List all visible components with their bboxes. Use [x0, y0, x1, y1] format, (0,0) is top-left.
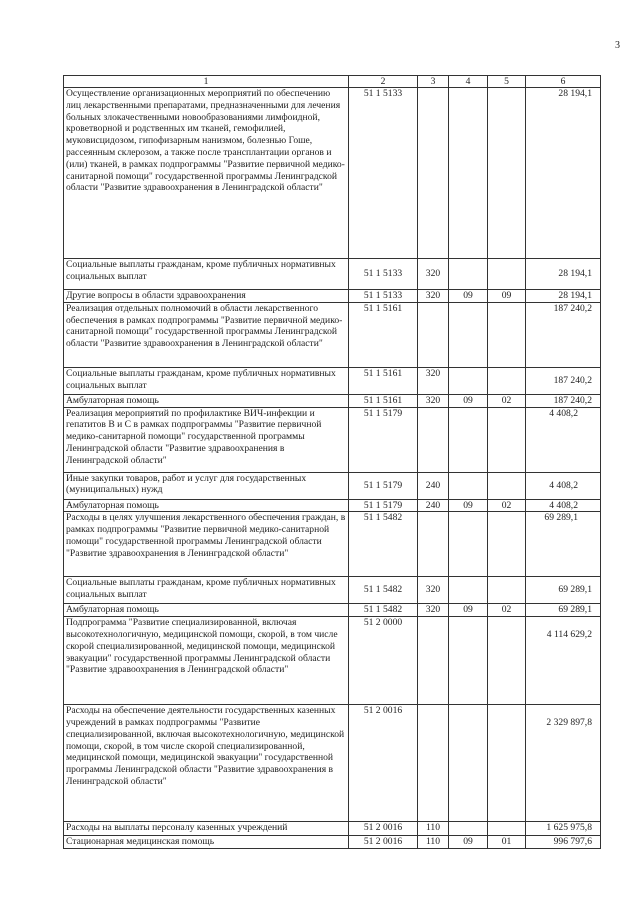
row-vr: 110 [418, 822, 449, 836]
row-name: Другие вопросы в области здравоохранения [64, 290, 349, 303]
row-vr [418, 512, 449, 577]
row-sum: 4 408,2 [526, 472, 601, 499]
row-pr [488, 705, 526, 822]
row-sum: 69 289,1 [526, 604, 601, 617]
row-name: Расходы в целях улучшения лекарственного обеспечения граждан, в рамках подпрограммы "Развитие первичной медико-санитарной помощи" государственной программы Ленинградской области "Развитие здравоохранения в Ленинградской области" [64, 512, 349, 577]
column-header: 5 [488, 76, 526, 88]
row-sum: 4 408,2 [526, 499, 601, 512]
row-pr: 02 [488, 499, 526, 512]
row-rz [449, 472, 488, 499]
row-rz: 09 [449, 499, 488, 512]
row-vr: 320 [418, 259, 449, 290]
row-sum: 1 625 975,8 [526, 822, 601, 836]
row-rz [449, 577, 488, 604]
row-name: Социальные выплаты гражданам, кроме публичных нормативных социальных выплат [64, 259, 349, 290]
row-code: 51 2 0016 [349, 705, 418, 822]
row-vr: 320 [418, 290, 449, 303]
row-pr [488, 577, 526, 604]
row-code: 51 1 5133 [349, 290, 418, 303]
row-name: Расходы на обеспечение деятельности государственных казенных учреждений в рамках подпрограммы "Развитие специализированной, включая высокотехнологичную, медицинской помощи, скорой, в том числе скорой специализированной, медицинской помощи, медицинской эвакуации" государственной программы Ленинградской области "Развитие здравоохранения в Ленинградской области" [64, 705, 349, 822]
table-row [64, 499, 601, 512]
row-vr: 320 [418, 577, 449, 604]
row-code: 51 1 5482 [349, 604, 418, 617]
table-row [64, 302, 601, 367]
row-pr [488, 822, 526, 836]
column-header: 6 [526, 76, 601, 88]
row-code: 51 1 5161 [349, 367, 418, 394]
row-rz [449, 617, 488, 705]
row-sum: 28 194,1 [526, 259, 601, 290]
row-vr [418, 407, 449, 472]
table-row [64, 577, 601, 604]
row-code: 51 1 5133 [349, 259, 418, 290]
row-rz: 09 [449, 394, 488, 407]
table-row [64, 290, 601, 303]
row-name: Расходы на выплаты персоналу казенных учреждений [64, 822, 349, 836]
table-row [64, 604, 601, 617]
row-vr [418, 302, 449, 367]
row-vr [418, 617, 449, 705]
table-row [64, 367, 601, 394]
row-sum: 996 797,6 [526, 836, 601, 849]
column-header: 3 [418, 76, 449, 88]
row-pr [488, 88, 526, 259]
row-sum: 187 240,2 [526, 394, 601, 407]
row-vr [418, 705, 449, 822]
column-header: 1 [64, 76, 349, 88]
table-row [64, 617, 601, 705]
row-sum: 28 194,1 [526, 88, 601, 259]
row-vr: 320 [418, 604, 449, 617]
row-vr: 110 [418, 836, 449, 849]
row-name: Реализация отдельных полномочий в области лекарственного обеспечения в рамках подпрограммы "Развитие первичной медико-санитарной помощи" государственной программы Ленинградской области "Развитие здравоохранения в Ленинградской области" [64, 302, 349, 367]
row-vr: 320 [418, 394, 449, 407]
row-vr: 320 [418, 367, 449, 394]
row-rz [449, 822, 488, 836]
row-code: 51 2 0016 [349, 822, 418, 836]
row-pr [488, 407, 526, 472]
row-rz [449, 705, 488, 822]
table-row [64, 822, 601, 836]
row-pr: 02 [488, 604, 526, 617]
row-rz: 09 [449, 836, 488, 849]
row-rz [449, 88, 488, 259]
table-row [64, 88, 601, 259]
table-row [64, 259, 601, 290]
row-pr [488, 302, 526, 367]
row-code: 51 2 0016 [349, 836, 418, 849]
row-pr [488, 367, 526, 394]
row-code: 51 1 5161 [349, 302, 418, 367]
row-rz: 09 [449, 290, 488, 303]
row-name: Амбулаторная помощь [64, 499, 349, 512]
row-code: 51 1 5161 [349, 394, 418, 407]
table-row [64, 836, 601, 849]
row-name: Осуществление организационных мероприятий по обеспечению лиц лекарственными препаратами, предназначенными для лечения больных злокачественными новообразованиями лимфоидной, кроветворной и родственных им тканей, гемофилией, муковисцидозом, гипофизарным нанизмом, болезнью Гоше, рассеянным склерозом, а также после трансплантации органов и (или) тканей, в рамках подпрограммы "Развитие первичной медико-санитарной помощи" государственной программы Ленинградской области "Развитие здравоохранения в Ленинградской области" [64, 88, 349, 259]
row-rz [449, 367, 488, 394]
row-pr: 02 [488, 394, 526, 407]
row-code: 51 1 5179 [349, 499, 418, 512]
row-vr: 240 [418, 499, 449, 512]
row-vr [418, 88, 449, 259]
row-sum: 187 240,2 [526, 302, 601, 367]
table-row [64, 512, 601, 577]
row-pr [488, 617, 526, 705]
column-header: 4 [449, 76, 488, 88]
row-name: Амбулаторная помощь [64, 394, 349, 407]
column-header: 2 [349, 76, 418, 88]
row-pr [488, 259, 526, 290]
row-name: Подпрограмма "Развитие специализированной, включая высокотехнологичную, медицинской помощи, скорой, в том числе скорой специализированной, медицинской помощи, медицинской эвакуации" государственной программы Ленинградской области "Развитие здравоохранения в Ленинградской области" [64, 617, 349, 705]
row-code: 51 1 5482 [349, 577, 418, 604]
row-name: Социальные выплаты гражданам, кроме публичных нормативных социальных выплат [64, 577, 349, 604]
row-name: Амбулаторная помощь [64, 604, 349, 617]
row-rz [449, 512, 488, 577]
row-name: Реализация мероприятий по профилактике ВИЧ-инфекции и гепатитов В и С в рамках подпрограммы "Развитие первичной медико-санитарной помощи" государственной программы Ленинградской области "Развитие здравоохранения в Ленинградской области" [64, 407, 349, 472]
row-code: 51 1 5482 [349, 512, 418, 577]
row-rz [449, 259, 488, 290]
row-pr [488, 512, 526, 577]
row-code: 51 1 5133 [349, 88, 418, 259]
table-row [64, 394, 601, 407]
row-name: Социальные выплаты гражданам, кроме публичных нормативных социальных выплат [64, 367, 349, 394]
page-number: 3 [615, 40, 620, 51]
row-rz [449, 407, 488, 472]
budget-table [63, 75, 601, 849]
table-row [64, 407, 601, 472]
row-pr: 01 [488, 836, 526, 849]
row-code: 51 1 5179 [349, 472, 418, 499]
row-sum: 2 329 897,8 [526, 705, 601, 822]
table-header-row [64, 76, 601, 88]
row-sum: 28 194,1 [526, 290, 601, 303]
row-sum: 69 289,1 [526, 512, 601, 577]
row-name: Иные закупки товаров, работ и услуг для государственных (муниципальных) нужд [64, 472, 349, 499]
row-sum: 69 289,1 [526, 577, 601, 604]
row-pr [488, 472, 526, 499]
row-code: 51 1 5179 [349, 407, 418, 472]
row-sum: 4 408,2 [526, 407, 601, 472]
row-sum: 4 114 629,2 [526, 617, 601, 705]
table-row [64, 472, 601, 499]
row-vr: 240 [418, 472, 449, 499]
row-name: Стационарная медицинская помощь [64, 836, 349, 849]
table-row [64, 705, 601, 822]
row-sum: 187 240,2 [526, 367, 601, 394]
row-code: 51 2 0000 [349, 617, 418, 705]
row-rz: 09 [449, 604, 488, 617]
row-pr: 09 [488, 290, 526, 303]
row-rz [449, 302, 488, 367]
